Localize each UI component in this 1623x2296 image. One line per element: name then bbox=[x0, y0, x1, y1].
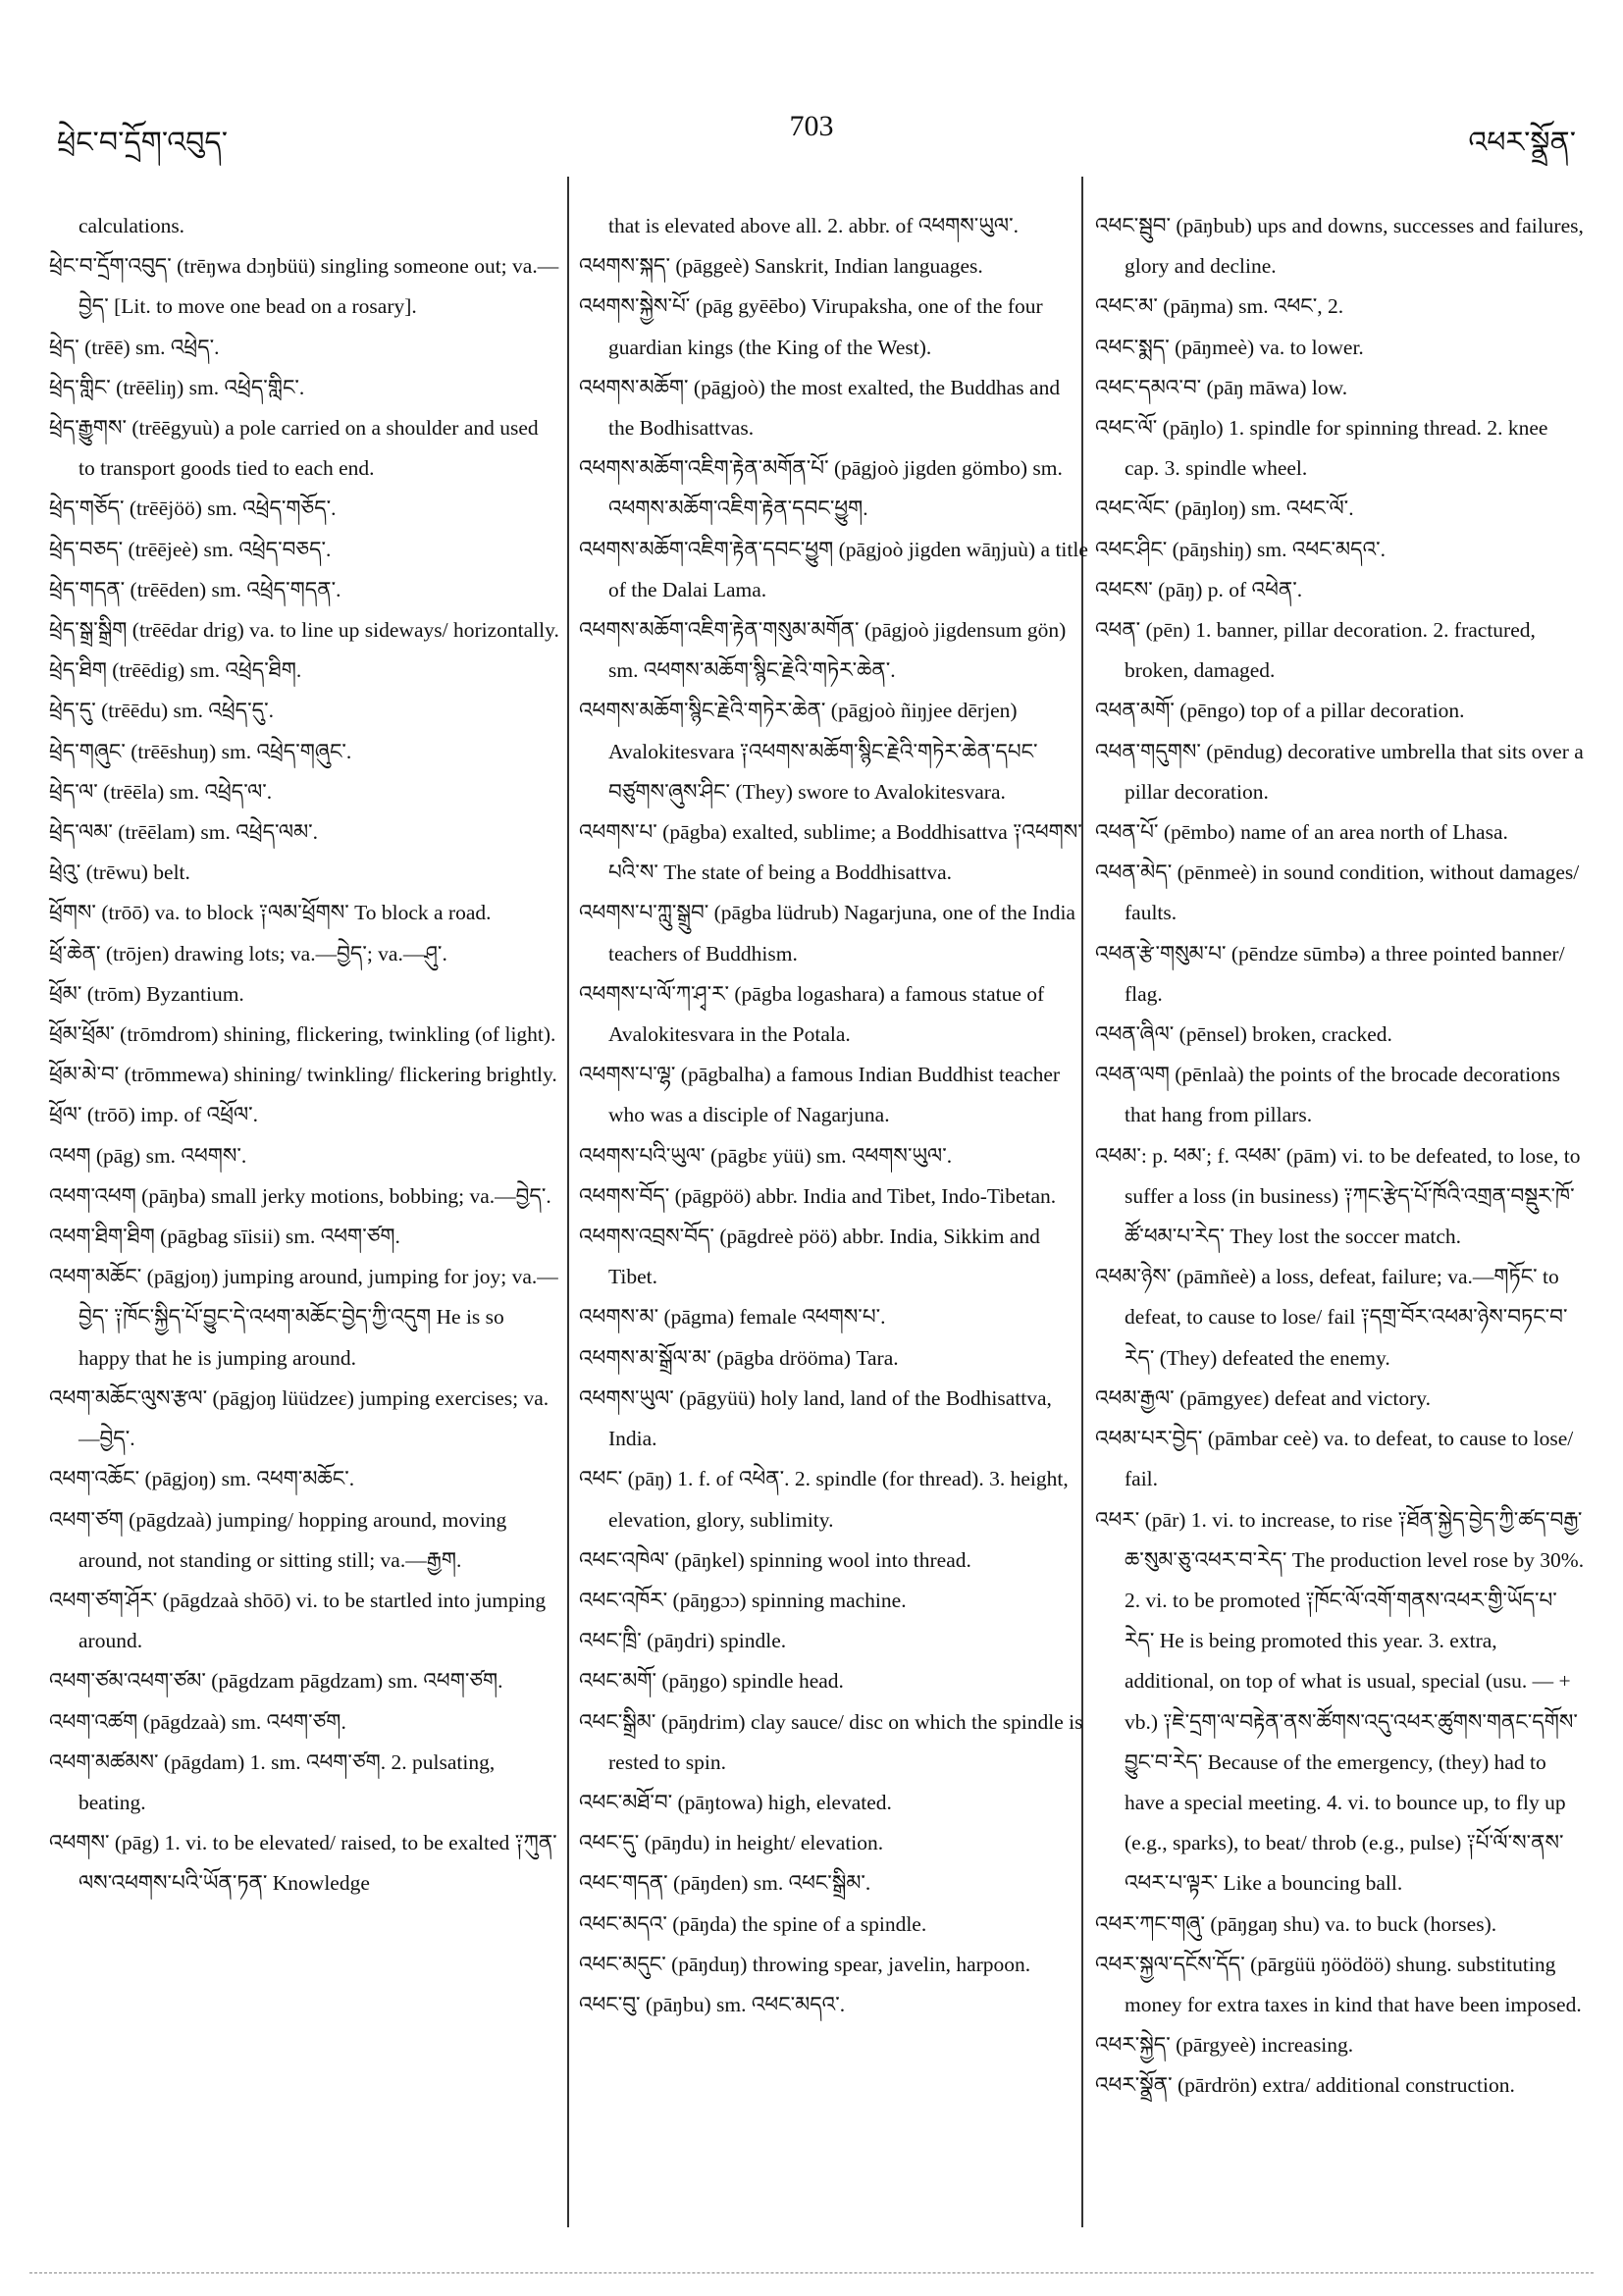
dictionary-entry: ཕྲེད་བཅད་ (trēējeè) sm. འཕྲེད་བཅད་. bbox=[49, 537, 332, 561]
running-head-left: ཕྲེང་བ་དྲོག་འབུད་ bbox=[57, 127, 229, 159]
dictionary-entry: ཕྲེད་གཅོད་ (trēējöö) sm. འཕྲེད་གཅོད་. bbox=[49, 496, 337, 521]
dictionary-entry: འཕན་མགོ་ (pēngo) top of a pillar decoration. bbox=[1095, 699, 1465, 723]
dictionary-entry: འཕང་ཤིང་ (pāŋshiŋ) sm. འཕང་མདའ་. bbox=[1095, 537, 1387, 561]
dictionary-entry: འཕར་སྣྲོན་ (pārdrön) extra/ additional construction. bbox=[1095, 2073, 1515, 2098]
dictionary-entry: འཕང་སྨད་ (pāŋmeè) va. to lower. bbox=[1095, 335, 1364, 359]
dictionary-entry: འཕང་འཁོར་ (pāŋgɔɔ) spinning machine. bbox=[579, 1588, 907, 1612]
dictionary-entry: འཕང་གདན་ (pāŋden) sm. འཕང་སྒྲིམ་. bbox=[579, 1871, 871, 1896]
dictionary-entry: འཕང་བུ་ (pāŋbu) sm. འཕང་མདའ་. bbox=[579, 1992, 846, 2016]
page-number: 703 bbox=[789, 110, 834, 142]
dictionary-entry: འཕགས་མཆོག་འཇིག་རྟེན་དབང་ཕྱུག (pāgjoò jigden wāŋjuù) a title of the Dalai Lama. bbox=[579, 537, 1088, 601]
dictionary-entry: འཕག་ཙག (pāgdzaà) jumping/ hopping around, moving around, not standing or sitting still; va.—རྒྱག. bbox=[49, 1507, 507, 1572]
dictionary-entry: འཕན་རྩེ་གསུམ་པ་ (pēndze sūmbə) a three pointed banner/ flag. bbox=[1095, 941, 1565, 1006]
dictionary-entry: ཕྲོ་ཆེན་ (trōjen) drawing lots; va.—བྱེད་; va.—ཤུ་. bbox=[49, 941, 447, 965]
dictionary-entry: འཕགས་པའི་ཡུལ་ (pāgbε yüü) sm. འཕགས་ཡུལ་. bbox=[579, 1143, 953, 1168]
dictionary-entry: འཕང་ལོང་ (pāŋloŋ) sm. འཕང་ལོ་. bbox=[1095, 496, 1354, 521]
dictionary-entry: འཕག་ཙམ་འཕག་ཙམ་ (pāgdzam pāgdzam) sm. འཕག་ཙག. bbox=[49, 1669, 503, 1694]
dictionary-entry: འཕགས་འབྲས་བོད་ (pāgdreè pöö) abbr. India, Sikkim and Tibet. bbox=[579, 1225, 1040, 1289]
dictionary-entry: འཕགས་ཡུལ་ (pāgyüü) holy land, land of the Bodhisattva, India. bbox=[579, 1385, 1052, 1451]
dictionary-entry: འཕགས་མ་ (pāgma) female འཕགས་པ་. bbox=[579, 1305, 886, 1330]
dictionary-entry: ཕྲོམ་ཕྲོམ་ (trōmdrom) shining, flickering, twinkling (of light). bbox=[49, 1022, 556, 1047]
dictionary-entry: འཕགས་ (pāg) 1. vi. to be elevated/ raised, to be exalted ༑ཀུན་ལས་འཕགས་པའི་ཡོན་ཏན་ Knowledge bbox=[49, 1831, 557, 1896]
dictionary-entry: འཕག་ཙག་ཤོར་ (pāgdzaà shōō) vi. to be startled into jumping around. bbox=[49, 1588, 547, 1653]
dictionary-entry: འཕན་ (pēn) 1. banner, pillar decoration. 2. fractured, broken, damaged. bbox=[1095, 618, 1536, 683]
dictionary-entry: འཕན་ཞིལ་ (pēnsel) broken, cracked. bbox=[1095, 1022, 1392, 1047]
dictionary-entry: འཕང་མ་ (pāŋma) sm. འཕང་, 2. bbox=[1095, 294, 1344, 319]
dictionary-entry: འཕམ་: p. ཕམ་; f. འཕམ་ (pām) vi. to be defeated, to lose, to suffer a loss (in business) ༑ཀང་རྩེད་པོ་ཁོའི་འགྲན་བསྡུར་ཁོ་ཚོ་ཕམ་པ་རེད་ They lost the soccer match. bbox=[1095, 1143, 1581, 1249]
dictionary-entry: འཕན་གདུགས་ (pēndug) decorative umbrella that sits over a pillar decoration. bbox=[1095, 739, 1584, 804]
dictionary-entry: ཕྲེད་གདན་ (trēēden) sm. འཕྲེད་གདན་. bbox=[49, 577, 341, 601]
dictionary-entry: འཕན་ལག (pēnlaà) the points of the brocade decorations that hang from pillars. bbox=[1095, 1063, 1561, 1127]
dictionary-entry: ཕྲེད་གླིང་ (trēēliŋ) sm. འཕྲེད་གླིང་. bbox=[49, 375, 305, 399]
dictionary-entry: འཕགས་མ་སྒྲོལ་མ་ (pāgba drööma) Tara. bbox=[579, 1345, 899, 1370]
dictionary-entry: ཕྲོམ་ (trōm) Byzantium. bbox=[49, 981, 244, 1006]
running-head-right: འཕར་སྣྲོན་ bbox=[1468, 127, 1576, 159]
dictionary-entry: འཕག་མཆོང་ (pāgjoŋ) jumping around, jumping for joy; va.—བྱེད་ ༑ཁོང་སྐྱིད་པོ་བྱུང་དེ་འཕག་མཆོང་བྱེད་ཀྱི་འདུག He is so happy that he is jumping around. bbox=[49, 1265, 558, 1370]
dictionary-entry: འཕག (pāg) sm. འཕགས་. bbox=[49, 1143, 247, 1168]
dictionary-entry: འཕར་ཀང་གཞུ་ (pāŋgaŋ shu) va. to buck (horses). bbox=[1095, 1911, 1497, 1936]
dictionary-entry: འཕགས་པ་ལྷ་ (pāgbalha) a famous Indian Buddhist teacher who was a disciple of Nagarjuna. bbox=[579, 1063, 1061, 1127]
dictionary-entry: ཕྲེད་ཐིག (trēēdig) sm. འཕྲེད་ཐིག. bbox=[49, 658, 302, 683]
dictionary-entry: འཕང་ཁྲི་ (pāŋdri) spindle. bbox=[579, 1629, 787, 1653]
dictionary-entry: འཕགས་མཆོག་སྙིང་རྗེའི་གཏེར་ཆེན་ (pāgjoò ñiŋjee dērjen) Avalokitesvara ༑འཕགས་མཆོག་སྙིང་རྗེའི་གཏེར་ཆེན་དཔང་བཙུགས་ཞུས་ཤིང་ (They) swore to Avalokitesvara. bbox=[579, 699, 1038, 804]
dictionary-entry: འཕགས་མཆོག་ (pāgjoò) the most exalted, the Buddhas and the Bodhisattvas. bbox=[579, 375, 1061, 441]
dictionary-entry: ཕྲེད་སྒྲ་སྒྲིག (trēēdar drig) va. to line up sideways/ horizontally. bbox=[49, 618, 559, 643]
dictionary-entry: འཕར་སྐྱལ་དངོས་དོད་ (pārgüü ŋöödöö) shung. substituting money for extra taxes in kind that have been imposed. bbox=[1095, 1952, 1582, 2016]
dictionary-entry: འཕགས་མཆོག་འཇིག་རྟེན་མགོན་པོ་ (pāgjoò jigden gömbo) sm. འཕགས་མཆོག་འཇིག་རྟེན་དབང་ཕྱུག. bbox=[579, 456, 1063, 521]
column-1 bbox=[49, 206, 559, 1905]
dictionary-entry: ཕྲེད་ལ་ (trēēla) sm. འཕྲེད་ལ་. bbox=[49, 779, 273, 804]
dictionary-entry: འཕག་མཚམས་ (pāgdam) 1. sm. འཕག་ཙག. 2. pulsating, beating. bbox=[49, 1749, 496, 1814]
column-divider bbox=[567, 177, 569, 2227]
bottom-rule bbox=[29, 2272, 1594, 2273]
dictionary-entry: ཕྲོལ་ (trōō) imp. of འཕྲོལ་. bbox=[49, 1103, 259, 1127]
dictionary-entry: འཕག་འཆོང་ (pāgjoŋ) sm. འཕག་མཆོང་. bbox=[49, 1467, 355, 1491]
dictionary-entry: calculations. bbox=[79, 214, 185, 237]
dictionary-entry: འཕགས་མཆོག་འཇིག་རྟེན་གསུམ་མགོན་ (pāgjoò jigdensum gön) sm. འཕགས་མཆོག་སྙིང་རྗེའི་གཏེར་ཆེན་. bbox=[579, 618, 1067, 683]
dictionary-entry: འཕག་མཆོང་ལུས་རྩལ་ (pāgjoŋ lüüdzeε) jumping exercises; va.—བྱེད་. bbox=[49, 1385, 550, 1451]
dictionary-entry: ཕྲེད་དུ་ (trēēdu) sm. འཕྲེད་དུ་. bbox=[49, 699, 274, 723]
dictionary-entry: འཕར་སྐྱེད་ (pārgyeè) increasing. bbox=[1095, 2033, 1354, 2058]
dictionary-entry: འཕང་མདུང་ (pāŋduŋ) throwing spear, javelin, harpoon. bbox=[579, 1952, 1031, 1976]
dictionary-entry: འཕང་མཐོ་བ་ (pāŋtowa) high, elevated. bbox=[579, 1790, 892, 1814]
dictionary-entry: འཕགས་པ་ལོ་ཀ་ཤྭ་ར་ (pāgba logashara) a famous statue of Avalokitesvara in the Potala. bbox=[579, 981, 1045, 1047]
column-3 bbox=[1095, 206, 1586, 2107]
dictionary-entry: that is elevated above all. 2. abbr. of འཕགས་ཡུལ་. bbox=[608, 214, 1019, 237]
dictionary-entry: འཕར་ (pār) 1. vi. to increase, to rise ༑ཐོན་སྐྱེད་བྱེད་ཀྱི་ཚད་བརྒྱ་ཆ་སུམ་ཅུ་འཕར་བ་རེད་ The production level rose by 30%. 2. vi. to be promoted ༑ཁོང་ལོ་འགོ་གནས་འཕར་གྱི་ཡོད་པ་རེད་ He is being promoted this year. 3. extra, additional, on top of what is usual, special (usu. — + vb.) ༑ཇེ་དྲག་ལ་བརྟེན་ནས་ཚོགས་འདུ་འཕར་ཚུགས་གནང་དགོས་བྱུང་བ་རེད་ Because of the emergency, (they) had to have a special meeting. 4. vi. to bounce up, to fly up (e.g., sparks), to beat/ throb (e.g., pulse) ༑པོ་ལོ་ས་ནས་འཕར་པ་ལྟར་ Like a bouncing ball. bbox=[1095, 1507, 1585, 1896]
dictionary-entry: ཕྲེད་ལམ་ (trēēlam) sm. འཕྲེད་ལམ་. bbox=[49, 820, 319, 845]
dictionary-entry: འཕམ་རྒྱལ་ (pāmgyeε) defeat and victory. bbox=[1095, 1385, 1432, 1410]
dictionary-entry: ཕྲོགས་ (trōō) va. to block ༑ལམ་ཕྲོགས་ To block a road. bbox=[49, 901, 492, 925]
dictionary-entry: འཕང་མགོ་ (pāŋgo) spindle head. bbox=[579, 1669, 844, 1694]
dictionary-entry: འཕག་ཐིག་ཐིག (pāgbag sīisii) sm. འཕག་ཙག. bbox=[49, 1225, 400, 1249]
dictionary-entry: འཕང་དམའ་བ་ (pāŋ māwa) low. bbox=[1095, 375, 1348, 399]
dictionary-entry: འཕགས་བོད་ (pāgpöö) abbr. India and Tibet, Indo-Tibetan. bbox=[579, 1183, 1057, 1208]
dictionary-entry: ཕྲོམ་མེ་བ་ (trōmmewa) shining/ twinkling/ flickering brightly. bbox=[49, 1063, 557, 1087]
dictionary-entry: འཕང་མདའ་ (pāŋda) the spine of a spindle. bbox=[579, 1911, 927, 1936]
dictionary-entry: འཕན་མེད་ (pēnmeè) in sound condition, without damages/ faults. bbox=[1095, 861, 1580, 925]
dictionary-entry: ཕྲེད་ (trēē) sm. འཕྲེད་. bbox=[49, 335, 220, 359]
dictionary-entry: འཕང་ (pāŋ) 1. f. of འཕེན་. 2. spindle (for thread). 3. height, elevation, glory, sublimity. bbox=[579, 1467, 1069, 1532]
dictionary-entry: འཕན་པོ་ (pēmbo) name of an area north of Lhasa. bbox=[1095, 820, 1508, 845]
dictionary-entry: འཕགས་པ་ཀླུ་སྒྲུབ་ (pāgba lüdrub) Nagarjuna, one of the India teachers of Buddhism. bbox=[579, 901, 1075, 965]
dictionary-entry: འཕང་སྦུབ་ (pāŋbub) ups and downs, successes and failures, glory and decline. bbox=[1095, 214, 1584, 279]
dictionary-entry: འཕགས་སྐད་ (pāggeè) Sanskrit, Indian languages. bbox=[579, 254, 983, 279]
dictionary-entry: འཕམ་ཉེས་ (pāmñeè) a loss, defeat, failure; va.—གཏོང་ to defeat, to cause to lose/ fail ༑དགྲ་བོར་འཕམ་ཉེས་བཏང་བ་རེད་ (They) defeated the enemy. bbox=[1095, 1265, 1568, 1370]
dictionary-entry: ཕྲེའུ་ (trēwu) belt. bbox=[49, 861, 190, 885]
dictionary-entry: འཕགས་པ་ (pāgba) exalted, sublime; a Boddhisattva ༑འཕགས་པའི་ས་ The state of being a Boddhisattva. bbox=[579, 820, 1082, 885]
dictionary-entry: འཕངས་ (pāŋ) p. of འཕེན་. bbox=[1095, 577, 1303, 601]
dictionary-entry: འཕམ་པར་བྱེད་ (pāmbar ceè) va. to defeat, to cause to lose/ fail. bbox=[1095, 1427, 1574, 1491]
dictionary-entry: ཕྲེད་གཞུང་ (trēēshuŋ) sm. འཕྲེད་གཞུང་. bbox=[49, 739, 352, 763]
dictionary-entry: ཕྲེད་རྒྱུགས་ (trēēgyuù) a pole carried on a shoulder and used to transport goods tied to each end. bbox=[49, 416, 539, 481]
column-2 bbox=[579, 206, 1089, 2025]
dictionary-entry: འཕང་འཁེལ་ (pāŋkel) spinning wool into thread. bbox=[579, 1547, 971, 1572]
dictionary-entry: འཕག་འཕག (pāŋba) small jerky motions, bobbing; va.—བྱེད་. bbox=[49, 1183, 551, 1208]
dictionary-entry: འཕགས་སྐྱེས་པོ་ (pāg gyēēbo) Virupaksha, one of the four guardian kings (the King of the West). bbox=[579, 294, 1043, 359]
dictionary-entry: ཕྲེང་བ་དྲོག་འབུད་ (trēŋwa dɔŋbüü) singling someone out; va.—བྱེད་ [Lit. to move one bead on a rosary]. bbox=[49, 254, 559, 319]
dictionary-entry: འཕང་དུ་ (pāŋdu) in height/ elevation. bbox=[579, 1831, 884, 1855]
dictionary-entry: འཕང་ལོ་ (pāŋlo) 1. spindle for spinning thread. 2. knee cap. 3. spindle wheel. bbox=[1095, 416, 1548, 481]
dictionary-entry: འཕག་འཚག (pāgdzaà) sm. འཕག་ཙག. bbox=[49, 1709, 346, 1734]
dictionary-entry: འཕང་སྒྲིམ་ (pāŋdrim) clay sauce/ disc on which the spindle is rested to spin. bbox=[579, 1709, 1083, 1774]
